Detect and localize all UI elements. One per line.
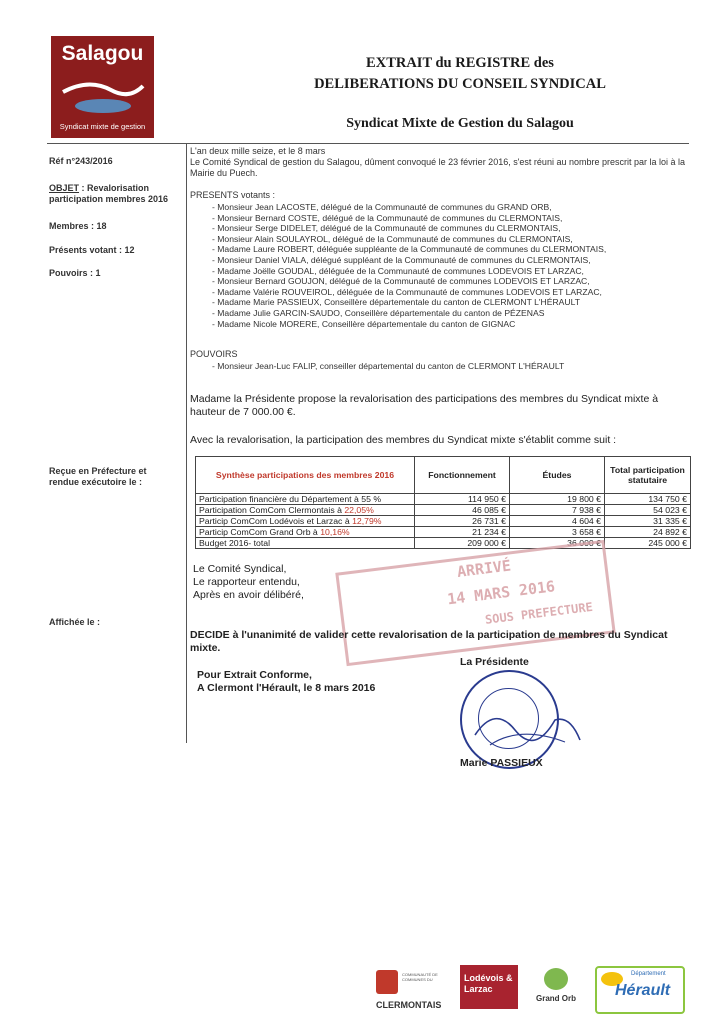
table-body: [196, 494, 691, 549]
row-label: [196, 494, 415, 505]
row-percentage: 55 %: [361, 494, 382, 504]
logo-name: Salagou: [61, 42, 144, 65]
header-line-3: Syndicat Mixte de Gestion du Salagou: [346, 116, 574, 131]
extrait-line: A Clermont l'Hérault, le 8 mars 2016: [197, 682, 376, 694]
present-member: - Madame Valérie ROUVEIROL, déléguée de la Communauté de communes LODEVOIS ET LARZAC,: [212, 287, 606, 298]
reference-number: Réf n°243/2016: [49, 156, 113, 166]
table-row: [196, 538, 691, 549]
present-member: - Monsieur Serge DIDELET, délégué de la Communauté de communes du CLERMONTAIS,: [212, 223, 606, 234]
intro-text: Le Comité Syndical de gestion du Salagou, dûment convoqué le 23 février 2016, s'est réuni au nombre prescrit par la loi à la Mairie du Puech.: [190, 157, 686, 178]
herault-small: Département: [631, 971, 666, 977]
table-header: Fonctionnement: [415, 457, 510, 494]
cell-fonct: 209 000 €: [415, 538, 510, 549]
grandorb-logo: [533, 968, 579, 1014]
cell-fonct: 21 234 €: [415, 527, 510, 538]
pouvoirs-title: POUVOIRS: [190, 349, 238, 359]
cell-total: 31 335 €: [605, 516, 691, 527]
proposal-text: Madame la Présidente propose la revalorisation des participations des membres du Syndicat mixte à hauteur de 7 000.00 €.: [190, 393, 659, 418]
presents-title: PRESENTS votants :: [190, 190, 276, 200]
lodevois-name: Lodévois & Larzac: [464, 973, 513, 994]
intro-date: L'an deux mille seize, et le 8 mars: [190, 146, 326, 156]
pouvoirs-list: [212, 361, 564, 372]
logo-subtitle: Syndicat mixte de gestion: [59, 122, 146, 131]
vertical-divider: [186, 143, 187, 743]
pouvoirs-count: Pouvoirs : 1: [49, 268, 101, 278]
objet: [49, 183, 184, 205]
stamp-line-2: 14 MARS 2016: [446, 577, 557, 609]
cell-etudes: 3 658 €: [510, 527, 605, 538]
table-row: [196, 527, 691, 538]
comite-line: Après en avoir délibéré,: [193, 589, 304, 601]
extrait-line: Pour Extrait Conforme,: [197, 669, 312, 681]
reception-prefecture: Reçue en Préfecture et rendue exécutoire le :: [49, 466, 147, 487]
cell-etudes: 19 800 €: [510, 494, 605, 505]
salagou-logo: [51, 36, 154, 138]
row-percentage: 10,16%: [320, 527, 350, 537]
row-label: [196, 516, 415, 527]
row-label-text: Particip ComCom Grand Orb à: [199, 527, 321, 537]
cell-etudes: 7 938 €: [510, 505, 605, 516]
present-member: - Madame Laure ROBERT, déléguée suppléante de la Communauté de communes du CLERMONTAIS,: [212, 244, 606, 255]
stamp-line-3: SOUS PREFECTURE: [484, 599, 594, 627]
cell-fonct: 114 950 €: [415, 494, 510, 505]
decide-text: DECIDE à l'unanimité de valider cette revalorisation de la participation de membres du Syndicat mixte.: [190, 629, 668, 654]
objet-text: : Revalorisation participation membres 2016: [49, 183, 169, 204]
clermontais-name: CLERMONTAIS: [376, 1000, 442, 1010]
clermontais-logo: [372, 968, 450, 1016]
cell-etudes: 4 604 €: [510, 516, 605, 527]
present-member: - Madame Marie PASSIEUX, Conseillère départementale du canton de CLERMONT L'HÉRAULT: [212, 297, 606, 308]
present-member: - Madame Julie GARCIN-SAUDO, Conseillère départementale du canton de PÉZENAS: [212, 308, 606, 319]
presents-count: Présents votant : 12: [49, 245, 135, 255]
comite-line: Le rapporteur entendu,: [193, 576, 300, 588]
avec-text: Avec la revalorisation, la participation des membres du Syndicat mixte s'établit comme suit :: [190, 434, 617, 446]
present-member: - Madame Nicole MORERE, Conseillère départementale du canton de GIGNAC: [212, 319, 606, 330]
row-label-text: Participation financière du Département à: [199, 494, 362, 504]
cell-total: 134 750 €: [605, 494, 691, 505]
signataire: Marie PASSIEUX: [460, 757, 543, 769]
cell-total: 54 023 €: [605, 505, 691, 516]
grandorb-mark-icon: [544, 968, 568, 990]
clermontais-small: COMMUNAUTÉ DE COMMUNES DU: [402, 972, 438, 982]
presidente-label: La Présidente: [460, 656, 529, 668]
table-header: Total participation statutaire: [605, 457, 691, 494]
table-row: [196, 494, 691, 505]
table-row: [196, 505, 691, 516]
present-member: - Monsieur Bernard COSTE, délégué de la Communauté de communes du CLERMONTAIS,: [212, 213, 606, 224]
present-member: - Monsieur Jean LACOSTE, délégué de la Communauté de communes du GRAND ORB,: [212, 202, 606, 213]
row-label-text: Particip ComCom Lodévois et Larzac à: [199, 516, 353, 526]
clermontais-mark-icon: [376, 970, 398, 994]
herault-name: Hérault: [615, 982, 671, 999]
table-header: Synthèse participations des membres 2016: [196, 457, 415, 494]
row-label-text: Participation ComCom Clermontais à: [199, 505, 345, 515]
affichage-label: Affichée le :: [49, 617, 101, 627]
comite-line: Le Comité Syndical,: [193, 563, 287, 575]
grandorb-name: Grand Orb: [535, 994, 576, 1003]
extrait-block: [197, 669, 702, 695]
cell-total: 245 000 €: [605, 538, 691, 549]
participation-table: [195, 456, 691, 549]
present-member: - Monsieur Daniel VIALA, délégué suppléant de la Communauté de communes du CLERMONTAIS,: [212, 255, 606, 266]
row-label-text: Budget 2016- total: [199, 538, 271, 548]
lodevois-logo: [460, 965, 518, 1009]
herault-logo: [595, 966, 685, 1014]
pouvoir-member: - Monsieur Jean-Luc FALIP, conseiller départemental du canton de CLERMONT L'HÉRAULT: [212, 361, 564, 372]
presents-list: [212, 202, 606, 329]
cell-fonct: 46 085 €: [415, 505, 510, 516]
row-percentage: 12,79%: [352, 516, 382, 526]
membres-count: Membres : 18: [49, 221, 107, 231]
signature-icon: [470, 700, 590, 760]
row-label: [196, 538, 415, 549]
row-percentage: 22,05%: [344, 505, 374, 515]
present-member: - Monsieur Alain SOULAYROL, délégué de la Communauté de communes du CLERMONTAIS,: [212, 234, 606, 245]
horizontal-divider: [47, 143, 689, 144]
present-member: - Monsieur Bernard GOUJON, délégué de la Communauté de communes LODEVOIS ET LARZAC,: [212, 276, 606, 287]
header-line-2: DELIBERATIONS DU CONSEIL SYNDICAL: [314, 76, 606, 92]
header-line-1: EXTRAIT du REGISTRE des: [366, 55, 554, 71]
cell-fonct: 26 731 €: [415, 516, 510, 527]
row-label: [196, 505, 415, 516]
wave-icon: [59, 74, 147, 118]
row-label: [196, 527, 415, 538]
table-header: Études: [510, 457, 605, 494]
cell-etudes: 36 000 €: [510, 538, 605, 549]
cell-total: 24 892 €: [605, 527, 691, 538]
stamp-line-1: ARRIVÉ: [455, 556, 512, 581]
present-member: - Madame Joëlle GOUDAL, déléguée de la Communauté de communes LODEVOIS ET LARZAC,: [212, 266, 606, 277]
table-row: [196, 516, 691, 527]
objet-label: OBJET: [49, 183, 80, 193]
